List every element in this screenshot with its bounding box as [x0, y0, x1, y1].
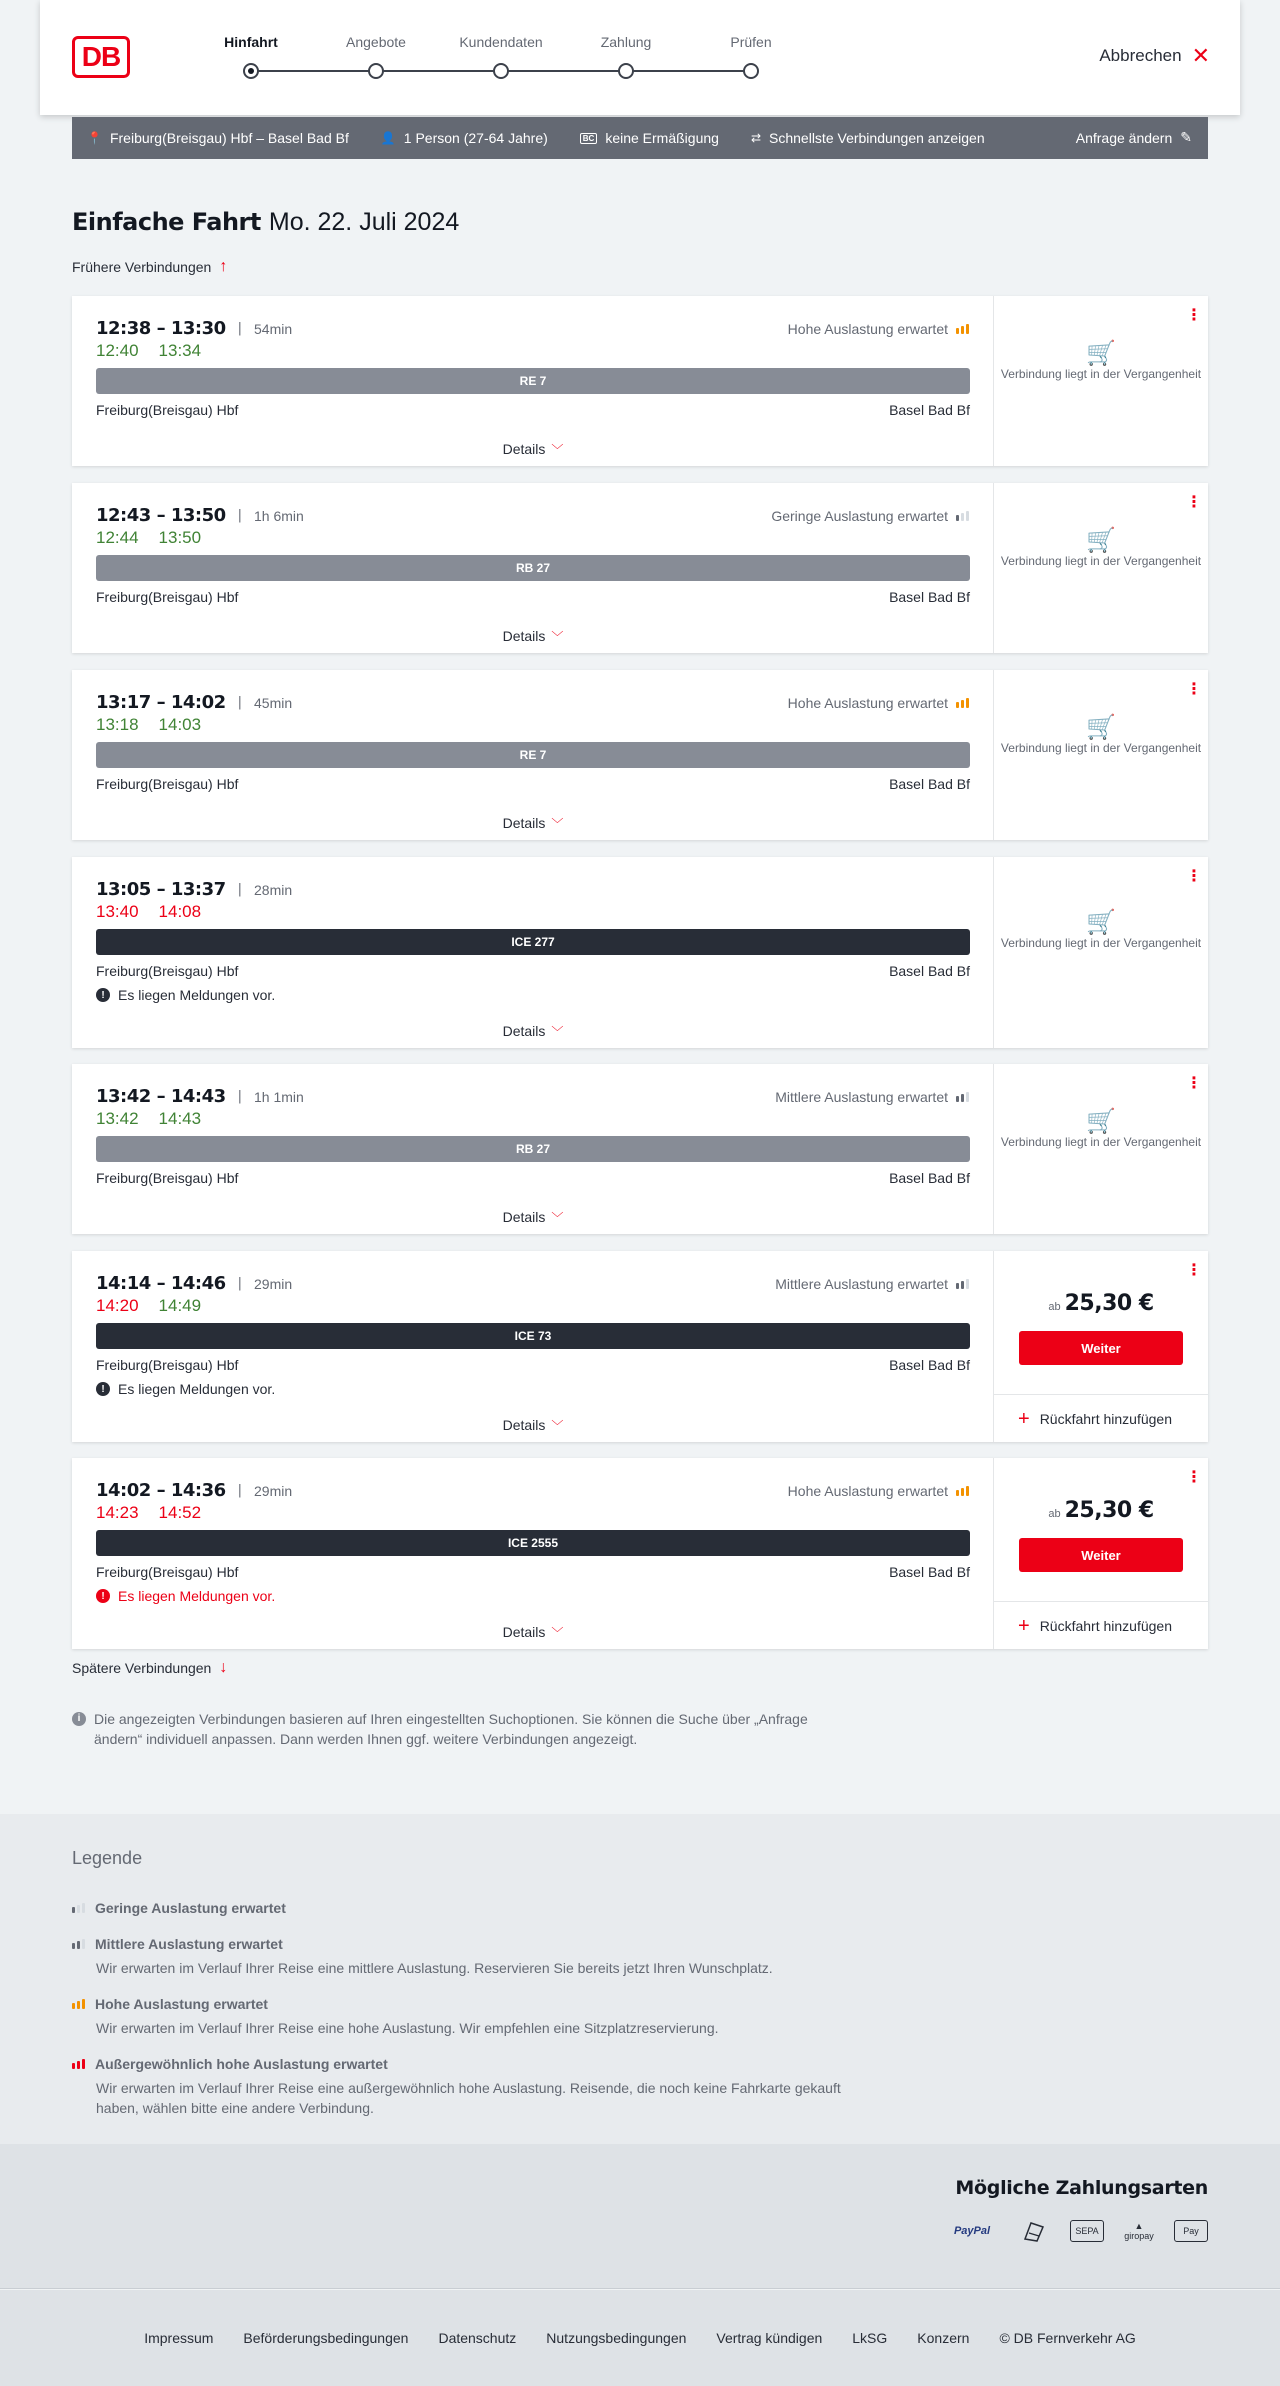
station-to: Basel Bad Bf: [889, 1357, 970, 1373]
duration: 54min: [254, 320, 293, 337]
train-bar[interactable]: ICE 73: [96, 1323, 970, 1349]
plus-icon: +: [1018, 1407, 1030, 1430]
planned-time-range: 12:43 – 13:50: [96, 505, 226, 526]
legend-title-text: Außergewöhnlich hohe Auslastung erwartet: [95, 2056, 388, 2072]
legend-title: Legende: [72, 1848, 143, 1868]
planned-time-range: 13:42 – 14:43: [96, 1086, 226, 1107]
plus-icon: +: [1018, 1614, 1030, 1637]
step-dot: [743, 63, 759, 79]
occupancy-icon: [956, 1279, 969, 1289]
details-label: Details: [502, 441, 546, 457]
price-value: 25,30 €: [1064, 1291, 1154, 1316]
offer-panel: [994, 296, 1208, 466]
connection-card: [72, 1458, 1208, 1649]
occupancy-label: Hohe Auslastung erwartet: [787, 1483, 948, 1499]
realtime-departure: 13:18: [96, 715, 139, 734]
booking-header: [40, 0, 1240, 115]
cart-unavailable-icon: 🛒: [1086, 909, 1116, 936]
sepa-icon: SEPA: [1070, 2220, 1104, 2242]
legend-item: [72, 1936, 856, 1978]
station-to: Basel Bad Bf: [889, 1564, 970, 1580]
occupancy-icon: [956, 1092, 969, 1102]
step-label: Angebote: [346, 34, 406, 50]
connection-card: [72, 857, 1208, 1048]
station-from: Freiburg(Breisgau) Hbf: [96, 1564, 239, 1580]
footer-link[interactable]: Impressum: [144, 2330, 214, 2346]
realtime-arrival: 14:03: [158, 715, 202, 734]
station-from: Freiburg(Breisgau) Hbf: [96, 589, 239, 605]
legend-section: [0, 1814, 1280, 2144]
chevron-down-icon: ﹀: [551, 443, 564, 457]
planned-time-range: 12:38 – 13:30: [96, 318, 226, 339]
occupancy-icon: [956, 324, 969, 334]
price-prefix: ab: [1048, 1508, 1061, 1520]
cart-unavailable-icon: 🛒: [1086, 714, 1116, 741]
station-to: Basel Bad Bf: [889, 1170, 970, 1186]
apple-pay-label: Pay: [1183, 2226, 1199, 2236]
legend-title-text: Mittlere Auslastung erwartet: [95, 1936, 283, 1952]
occupancy-icon: [956, 1486, 969, 1496]
more-options-icon[interactable]: ⋮: [1186, 866, 1202, 885]
return-label: Rückfahrt hinzufügen: [1039, 1617, 1172, 1634]
close-icon: ✕: [1191, 43, 1210, 68]
details-label: Details: [502, 1417, 546, 1433]
step-dot: [618, 63, 634, 79]
note-text: Die angezeigten Verbindungen basieren auf Ihren eingestellten Suchoptionen. Sie können die Suche über „Anfrage ändern“ individuell anpassen. Dann werden Ihnen ggf. weitere Verbindungen angezeigt.: [94, 1711, 808, 1747]
disruption-message[interactable]: [96, 1588, 275, 1604]
station-from: Freiburg(Breisgau) Hbf: [96, 963, 239, 979]
planned-times: [96, 879, 292, 900]
details-toggle[interactable]: [72, 441, 994, 458]
legend-item: [72, 1996, 856, 2038]
more-options-icon[interactable]: ⋮: [1186, 492, 1202, 511]
separator: |: [237, 882, 243, 897]
more-options-icon[interactable]: ⋮: [1186, 1073, 1202, 1092]
realtime-times: [96, 902, 201, 922]
offer-panel: [994, 857, 1208, 1048]
trip-date: Mo. 22. Juli 2024: [268, 208, 460, 236]
train-bar[interactable]: RB 27: [96, 555, 970, 581]
info-icon: i: [72, 1712, 86, 1726]
planned-time-range: 13:05 – 13:37: [96, 879, 226, 900]
connection-main[interactable]: [72, 296, 994, 466]
details-toggle[interactable]: [72, 1209, 994, 1226]
swap-arrows-icon: ⇄: [750, 131, 762, 145]
stations: [96, 776, 970, 792]
train-bar[interactable]: RB 27: [96, 1136, 970, 1162]
step-dot: [368, 63, 384, 79]
past-connection-info: [994, 909, 1208, 951]
step-label: Hinfahrt: [224, 34, 278, 50]
occupancy-icon: [956, 511, 969, 521]
offer-panel: [994, 670, 1208, 840]
occupancy-label: Mittlere Auslastung erwartet: [775, 1089, 948, 1105]
apple-pay-icon: [1174, 2220, 1208, 2242]
alert-icon: !: [96, 1589, 110, 1603]
realtime-arrival: 14:08: [158, 902, 202, 921]
summary-travellers: [381, 130, 548, 146]
add-return-button[interactable]: [994, 1394, 1208, 1442]
occupancy-icon: [72, 1903, 85, 1913]
summary-discount: [580, 130, 719, 146]
legend-item-title: [72, 1996, 856, 2012]
station-from: Freiburg(Breisgau) Hbf: [96, 776, 239, 792]
step-zahlung[interactable]: [576, 34, 676, 79]
step-hinfahrt[interactable]: [201, 34, 301, 79]
occupancy-icon: [72, 2059, 85, 2069]
earlier-connections-link[interactable]: [72, 258, 227, 276]
planned-time-range: 14:02 – 14:36: [96, 1480, 226, 1501]
occupancy-icon: [72, 1939, 85, 1949]
legend-item: [72, 2056, 856, 2118]
price: [994, 1291, 1208, 1316]
connection-card: [72, 670, 1208, 840]
duration: 1h 6min: [254, 507, 304, 524]
separator: |: [237, 508, 243, 523]
duration: 1h 1min: [254, 1088, 304, 1105]
station-to: Basel Bad Bf: [889, 776, 970, 792]
realtime-departure: 13:40: [96, 902, 139, 921]
connection-main[interactable]: [72, 1064, 994, 1234]
train-bar[interactable]: RE 7: [96, 742, 970, 768]
legend-item-description: Wir erwarten im Verlauf Ihrer Reise eine außergewöhnlich hohe Auslastung. Reisende, die noch keine Fahrkarte gekauft haben, wählen bitte eine andere Verbindung.: [96, 2080, 841, 2116]
occupancy-indicator: [775, 1276, 969, 1292]
legend-title-text: Geringe Auslastung erwartet: [95, 1900, 286, 1916]
stations: [96, 1564, 970, 1580]
realtime-times: [96, 715, 201, 735]
giropay-label: giropay: [1124, 2231, 1154, 2241]
realtime-departure: 12:40: [96, 341, 139, 360]
past-connection-info: [994, 714, 1208, 756]
details-label: Details: [502, 1209, 546, 1225]
credit-card-icon: [1018, 2218, 1052, 2244]
summary-route: [87, 130, 349, 146]
details-toggle[interactable]: [72, 1023, 994, 1040]
step-label: Kundendaten: [459, 34, 543, 50]
details-label: Details: [502, 1624, 546, 1640]
step-angebote[interactable]: [326, 34, 426, 79]
step-label: Prüfen: [730, 34, 772, 50]
past-connection-info: [994, 527, 1208, 569]
station-from: Freiburg(Breisgau) Hbf: [96, 1357, 239, 1373]
chevron-down-icon: ﹀: [551, 817, 564, 831]
station-from: Freiburg(Breisgau) Hbf: [96, 402, 239, 418]
footer-link[interactable]: Datenschutz: [438, 2330, 517, 2346]
db-logo[interactable]: DB: [72, 36, 130, 78]
realtime-arrival: 14:43: [158, 1109, 202, 1128]
legend-item-title: [72, 1900, 286, 1916]
footer-link[interactable]: LkSG: [852, 2330, 888, 2346]
continue-button[interactable]: Weiter: [1019, 1331, 1183, 1365]
disruption-message[interactable]: [96, 987, 275, 1003]
details-label: Details: [502, 628, 546, 644]
add-return-button[interactable]: [994, 1601, 1208, 1649]
past-label: Verbindung liegt in der Vergangenheit: [1000, 1135, 1202, 1149]
realtime-departure: 13:42: [96, 1109, 139, 1128]
stations: [96, 1170, 970, 1186]
realtime-times: [96, 528, 201, 548]
chevron-down-icon: ﹀: [551, 1211, 564, 1225]
legend-item-title: [72, 2056, 856, 2072]
step-pruefen[interactable]: [701, 34, 801, 79]
planned-times: [96, 692, 292, 713]
footer-link[interactable]: Beförderungsbedingungen: [243, 2330, 409, 2346]
more-options-icon[interactable]: ⋮: [1186, 305, 1202, 324]
footer-link[interactable]: Konzern: [917, 2330, 970, 2346]
step-kundendaten[interactable]: [451, 34, 551, 79]
connection-card: [72, 483, 1208, 653]
later-connections-link[interactable]: [72, 1659, 227, 1677]
offer-panel: [994, 1251, 1208, 1442]
giropay-symbol: ▲: [1134, 2221, 1144, 2231]
payment-methods-section: [0, 2144, 1280, 2289]
station-from: Freiburg(Breisgau) Hbf: [96, 1170, 239, 1186]
legend-item: [72, 1900, 286, 1916]
chevron-down-icon: ﹀: [551, 1626, 564, 1640]
occupancy-indicator: [788, 1483, 969, 1499]
alert-icon: !: [96, 1382, 110, 1396]
disruption-message[interactable]: [96, 1381, 275, 1397]
cart-unavailable-icon: 🛒: [1086, 340, 1116, 367]
planned-times: [96, 505, 304, 526]
separator: |: [237, 695, 243, 710]
price-prefix: ab: [1048, 1301, 1061, 1313]
station-to: Basel Bad Bf: [889, 963, 970, 979]
step-label: Zahlung: [600, 34, 652, 50]
travellers-text: 1 Person (27-64 Jahre): [403, 130, 548, 146]
footer-link: © DB Fernverkehr AG: [999, 2330, 1136, 2346]
past-connection-info: [994, 1108, 1208, 1150]
trip-type: Einfache Fahrt: [72, 208, 261, 236]
details-toggle[interactable]: [72, 1624, 994, 1641]
connection-main[interactable]: [72, 857, 994, 1048]
planned-times: [96, 1480, 292, 1501]
continue-button[interactable]: Weiter: [1019, 1538, 1183, 1572]
chevron-down-icon: ﹀: [551, 1419, 564, 1433]
payment-icons: [944, 2218, 1208, 2244]
booking-stepper: [210, 34, 790, 84]
details-toggle[interactable]: [72, 815, 994, 832]
details-label: Details: [502, 1023, 546, 1039]
chevron-down-icon: ﹀: [551, 1025, 564, 1039]
price-value: 25,30 €: [1064, 1498, 1154, 1523]
cart-unavailable-icon: 🛒: [1086, 527, 1116, 554]
realtime-departure: 14:23: [96, 1503, 139, 1522]
step-dot: [493, 63, 509, 79]
summary-fastest: [751, 130, 985, 146]
duration: 28min: [254, 881, 293, 898]
planned-times: [96, 318, 292, 339]
past-label: Verbindung liegt in der Vergangenheit: [1000, 554, 1202, 568]
return-label: Rückfahrt hinzufügen: [1039, 1410, 1172, 1427]
occupancy-label: Geringe Auslastung erwartet: [771, 508, 948, 524]
more-options-icon[interactable]: ⋮: [1186, 1467, 1202, 1486]
cart-unavailable-icon: 🛒: [1086, 1108, 1116, 1135]
realtime-arrival: 13:34: [158, 341, 202, 360]
route-text: Freiburg(Breisgau) Hbf – Basel Bad Bf: [109, 130, 349, 146]
offer-panel: [994, 483, 1208, 653]
realtime-times: [96, 341, 201, 361]
details-toggle[interactable]: [72, 1417, 994, 1434]
connection-main[interactable]: [72, 670, 994, 840]
price: [994, 1498, 1208, 1523]
page-title: [72, 208, 459, 237]
stations: [96, 402, 970, 418]
occupancy-indicator: [788, 695, 969, 711]
offer-panel: [994, 1064, 1208, 1234]
occupancy-icon: [72, 1999, 85, 2009]
fastest-text: Schnellste Verbindungen anzeigen: [769, 130, 985, 146]
realtime-arrival: 14:52: [158, 1503, 202, 1522]
offer-panel: [994, 1458, 1208, 1649]
discount-text: keine Ermäßigung: [605, 130, 719, 146]
more-options-icon[interactable]: ⋮: [1186, 1260, 1202, 1279]
separator: |: [237, 1483, 243, 1498]
stations: [96, 589, 970, 605]
stations: [96, 1357, 970, 1373]
realtime-departure: 12:44: [96, 528, 139, 547]
arrow-up-icon: ↑: [219, 258, 228, 275]
past-label: Verbindung liegt in der Vergangenheit: [1000, 367, 1202, 381]
train-bar[interactable]: RE 7: [96, 368, 970, 394]
connection-main[interactable]: [72, 1458, 994, 1649]
connection-card: [72, 296, 1208, 466]
details-toggle[interactable]: [72, 628, 994, 645]
later-label: Spätere Verbindungen: [72, 1660, 212, 1676]
footer-link[interactable]: Vertrag kündigen: [716, 2330, 823, 2346]
search-summary-bar: [72, 117, 1208, 159]
duration: 29min: [254, 1275, 293, 1292]
separator: |: [237, 1089, 243, 1104]
details-label: Details: [502, 815, 546, 831]
planned-time-range: 14:14 – 14:46: [96, 1273, 226, 1294]
realtime-times: [96, 1109, 201, 1129]
legend-item-description: Wir erwarten im Verlauf Ihrer Reise eine mittlere Auslastung. Reservieren Sie bereits jetzt Ihren Wunschplatz.: [96, 1960, 773, 1976]
separator: |: [237, 1276, 243, 1291]
past-connection-info: [994, 340, 1208, 382]
past-label: Verbindung liegt in der Vergangenheit: [1000, 741, 1202, 755]
payment-title: Mögliche Zahlungsarten: [955, 2177, 1208, 2199]
earlier-label: Frühere Verbindungen: [72, 259, 212, 275]
train-bar[interactable]: ICE 2555: [96, 1530, 970, 1556]
footer-links: [0, 2290, 1280, 2386]
duration: 45min: [254, 694, 293, 711]
occupancy-indicator: [771, 508, 969, 524]
paypal-icon: PayPal: [953, 2225, 991, 2237]
alert-icon: !: [96, 988, 110, 1002]
search-options-note: [72, 1709, 852, 1749]
footer-link[interactable]: Nutzungsbedingungen: [546, 2330, 687, 2346]
message-text: Es liegen Meldungen vor.: [118, 1381, 276, 1397]
bahncard-icon: BC: [580, 133, 598, 144]
realtime-times: [96, 1503, 201, 1523]
legend-item-description: Wir erwarten im Verlauf Ihrer Reise eine hohe Auslastung. Wir empfehlen eine Sitzplatzreservierung.: [96, 2020, 719, 2036]
realtime-arrival: 14:49: [158, 1296, 202, 1315]
occupancy-icon: [956, 698, 969, 708]
occupancy-label: Hohe Auslastung erwartet: [787, 695, 948, 711]
occupancy-label: Hohe Auslastung erwartet: [787, 321, 948, 337]
legend-title-text: Hohe Auslastung erwartet: [95, 1996, 268, 2012]
message-text: Es liegen Meldungen vor.: [118, 987, 276, 1003]
occupancy-indicator: [775, 1089, 969, 1105]
train-bar[interactable]: ICE 277: [96, 929, 970, 955]
occupancy-label: Mittlere Auslastung erwartet: [775, 1276, 948, 1292]
legend-item-title: [72, 1936, 856, 1952]
connection-main[interactable]: [72, 483, 994, 653]
planned-times: [96, 1273, 292, 1294]
more-options-icon[interactable]: ⋮: [1186, 679, 1202, 698]
realtime-departure: 14:20: [96, 1296, 139, 1315]
past-label: Verbindung liegt in der Vergangenheit: [1000, 936, 1202, 950]
connection-card: [72, 1064, 1208, 1234]
station-to: Basel Bad Bf: [889, 402, 970, 418]
connection-main[interactable]: [72, 1251, 994, 1442]
edit-request-button[interactable]: [1076, 129, 1192, 146]
stations: [96, 963, 970, 979]
realtime-arrival: 13:50: [158, 528, 202, 547]
abort-button[interactable]: [1099, 43, 1210, 68]
location-pin-icon: 📍: [87, 131, 102, 145]
message-text: Es liegen Meldungen vor.: [118, 1588, 276, 1604]
separator: |: [237, 321, 243, 336]
planned-time-range: 13:17 – 14:02: [96, 692, 226, 713]
connection-card: [72, 1251, 1208, 1442]
realtime-times: [96, 1296, 201, 1316]
step-dot: [243, 63, 259, 79]
person-icon: 👤: [380, 131, 396, 145]
abort-label: Abbrechen: [1099, 46, 1182, 65]
edit-request-label: Anfrage ändern: [1075, 129, 1173, 146]
planned-times: [96, 1086, 304, 1107]
giropay-icon: [1122, 2218, 1156, 2244]
station-to: Basel Bad Bf: [889, 589, 970, 605]
arrow-down-icon: ↓: [219, 1659, 228, 1676]
duration: 29min: [254, 1482, 293, 1499]
chevron-down-icon: ﹀: [551, 630, 564, 644]
occupancy-indicator: [788, 321, 969, 337]
pencil-icon: ✎: [1180, 129, 1192, 145]
